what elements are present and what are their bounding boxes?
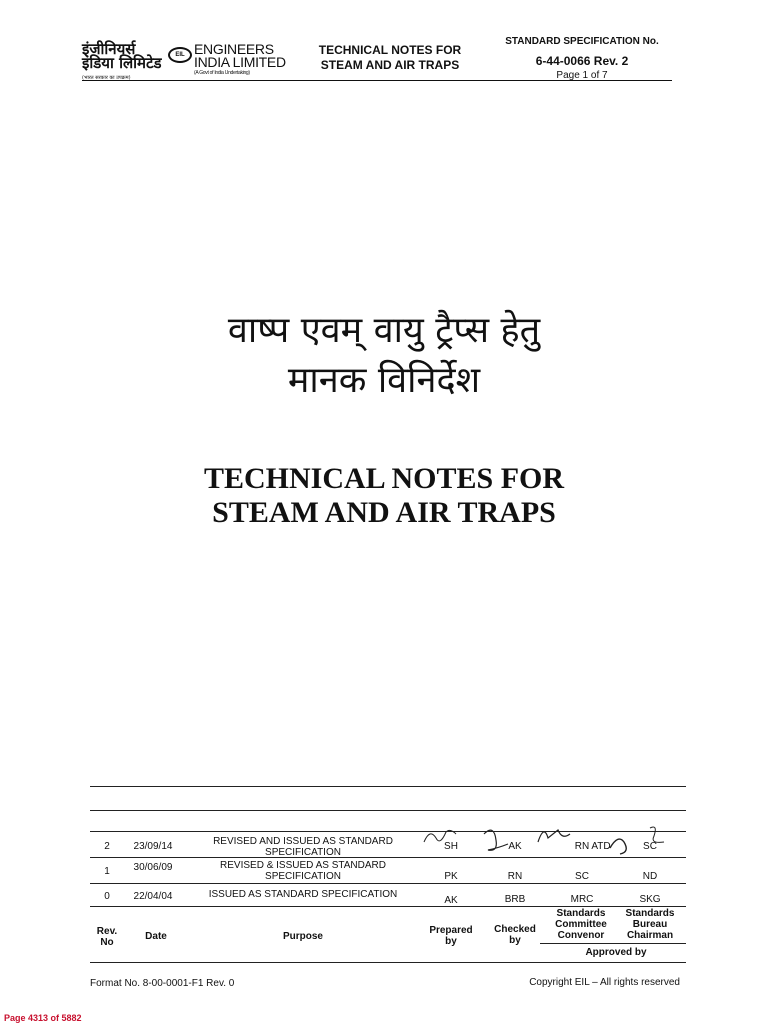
header-divider (82, 80, 672, 81)
prepared-cell: PK (444, 871, 458, 882)
header-checked: Checked by (494, 924, 536, 946)
header-purpose: Purpose (282, 931, 323, 942)
convenor-cell: RN (574, 841, 590, 852)
hindi-title-line1: वाष्प एवम् वायु ट्रैप्स हेतु (227, 310, 541, 351)
chairman-cell: SKG (639, 894, 661, 905)
checked-cell: RN (507, 871, 523, 882)
signatures-image (418, 822, 678, 858)
checked-cell: BRB (504, 894, 526, 905)
eil-logo-icon: EIL (168, 47, 192, 63)
format-number: Format No. 8-00-0001-F1 Rev. 0 (90, 978, 235, 989)
header-convenor: Standards Committee Convenor (555, 908, 607, 941)
header-title-line2: STEAM AND AIR TRAPS (320, 58, 460, 72)
convenor-cell: MRC (570, 894, 594, 905)
page-number: Page 1 of 7 (556, 70, 608, 81)
hindi-title (100, 306, 668, 406)
spec-label: STANDARD SPECIFICATION No. (505, 36, 659, 47)
copyright: Copyright EIL – All rights reserved (529, 977, 680, 988)
prepared-cell: AK (444, 895, 458, 906)
table-line (90, 962, 686, 963)
logo-english-text (194, 43, 286, 77)
rev-cell: 0 (104, 891, 110, 902)
hindi-title-line2: मानक विनिर्देश (287, 360, 481, 401)
purpose-cell: REVISED & ISSUED AS STANDARD SPECIFICATION (220, 860, 386, 882)
prepared-cell: SH (444, 841, 458, 852)
table-line (90, 810, 686, 811)
logo-en-line1: ENGINEERS (194, 41, 274, 57)
spec-number: 6-44-0066 Rev. 2 (535, 54, 629, 68)
header-prepared: Prepared by (429, 925, 473, 947)
header-rev: Rev. No (96, 926, 118, 948)
date-cell: 30/06/09 (133, 862, 173, 873)
header-approved-by: Approved by (585, 947, 647, 958)
rev-cell: 2 (104, 841, 110, 852)
logo-en-line2: INDIA LIMITED (194, 54, 286, 70)
logo-hindi-line1: इंजीनियर्स (82, 40, 136, 58)
header-title-line1: TECHNICAL NOTES FOR (318, 43, 462, 57)
logo-hindi-sub: (भारत सरकार का उपक्रम) (82, 75, 131, 81)
logo-hindi-text (82, 42, 162, 85)
table-line (90, 883, 686, 884)
chairman-cell: ND (642, 871, 658, 882)
convenor-cell: SC (575, 871, 589, 882)
logo-hindi-line2: इंडिया लिमिटेड (82, 54, 162, 72)
document-title (100, 462, 668, 530)
checked-cell: AK (508, 841, 522, 852)
approved-divider (540, 943, 686, 944)
header-title (300, 43, 480, 73)
purpose-cell: ISSUED AS STANDARD SPECIFICATION (208, 889, 398, 900)
date-cell: 22/04/04 (133, 891, 173, 902)
logo-en-sub: (A Govt of India Undertaking) (194, 70, 250, 76)
atd-cell: ATD (591, 841, 611, 852)
table-line (90, 786, 686, 787)
rev-cell: 1 (104, 866, 110, 877)
document-title-line2: STEAM AND AIR TRAPS (212, 496, 556, 529)
chairman-cell: SC (643, 841, 657, 852)
header-date: Date (145, 931, 167, 942)
document-title-line1: TECHNICAL NOTES FOR (203, 462, 565, 495)
page-stamp: Page 4313 of 5882 (4, 1013, 82, 1023)
date-cell: 23/09/14 (133, 841, 173, 852)
header-chairman: Standards Bureau Chairman (625, 908, 675, 941)
table-line (90, 906, 686, 907)
purpose-cell: REVISED AND ISSUED AS STANDARD SPECIFICATION (213, 836, 393, 858)
